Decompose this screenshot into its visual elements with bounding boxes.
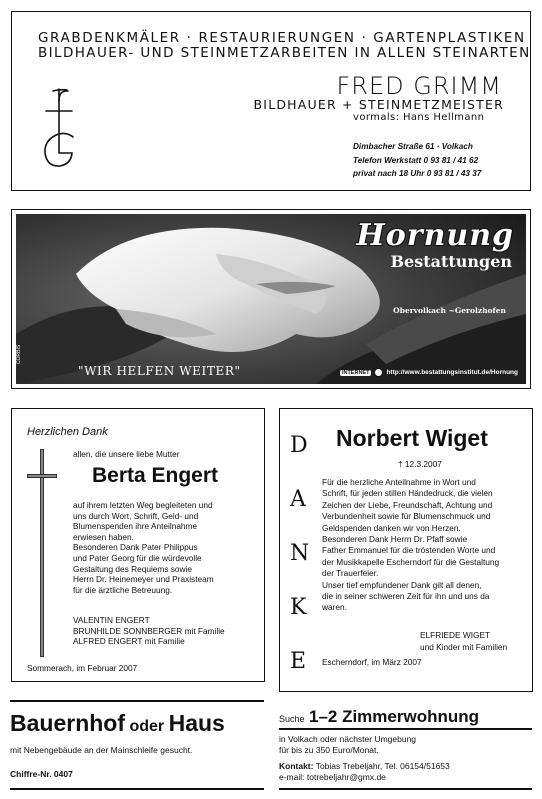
text-line: Besonderen Dank Herrn Dr. Pfaff sowie bbox=[322, 534, 468, 545]
wohnung-line1: in Volkach oder nächster Umgebung bbox=[279, 734, 417, 744]
hornung-ad bbox=[11, 209, 531, 389]
bauernhof-subtitle: mit Nebengebäude an der Mainschleife gesucht. bbox=[10, 745, 193, 755]
globe-icon bbox=[374, 368, 383, 377]
calla-lily-photo bbox=[16, 214, 526, 384]
grimm-vormals: vormals: Hans Hellmann bbox=[353, 112, 485, 123]
engert-name: Berta Engert bbox=[92, 464, 219, 487]
wiget-place-date: Escherndorf, im März 2007 bbox=[322, 657, 422, 667]
wiget-signer1: ELFRIEDE WIGET bbox=[420, 630, 491, 640]
text-line: waren. bbox=[322, 602, 347, 613]
text-line: Verbundenheit sowie für Blumenschmuck und bbox=[322, 511, 491, 522]
wiget-ad bbox=[279, 408, 533, 692]
text-line: Father Emmanuel für die tröstenden Worte und bbox=[322, 545, 496, 556]
hornung-subtitle: Bestattungen bbox=[390, 252, 512, 271]
engert-intro: allen, die unsere liebe Mutter bbox=[73, 449, 180, 459]
internet-badge: INTERNET bbox=[341, 369, 370, 376]
text-line: Blumenspenden ihre Anteilnahme bbox=[73, 521, 198, 532]
grimm-ad bbox=[11, 11, 531, 191]
title-underline bbox=[279, 728, 532, 730]
text-line: erwiesen haben. bbox=[73, 531, 134, 542]
grimm-contact-block bbox=[353, 140, 481, 181]
bottom-rule bbox=[10, 788, 264, 790]
wiget-name: Norbert Wiget bbox=[336, 425, 488, 451]
bottom-rule bbox=[279, 788, 532, 790]
text-line: für die ärztliche Betreuung. bbox=[73, 584, 173, 595]
title-word: Bauernhof bbox=[10, 710, 125, 736]
wiget-signer2: und Kinder mit Familien bbox=[420, 642, 508, 652]
wiget-death: † 12.3.2007 bbox=[398, 459, 442, 469]
text-line: der Musikkapelle Escherndorf für die Gestaltung bbox=[322, 556, 500, 567]
text-line: Herrn Dr. Heinemeyer und Praxisteam bbox=[73, 574, 214, 585]
hornung-brand: Hornung bbox=[356, 218, 514, 253]
signer-line: BRUNHILDE SONNBERGER mit Familie bbox=[73, 625, 225, 636]
text-line: auf ihrem letzten Weg begleiteten und bbox=[73, 500, 213, 510]
text-line: Unser tief empfundener Dank gilt all denen, bbox=[322, 579, 482, 590]
danke-letter: E bbox=[290, 649, 307, 674]
grimm-phone-private: privat nach 18 Uhr 0 93 81 / 43 37 bbox=[353, 169, 482, 178]
top-rule bbox=[10, 700, 264, 702]
danke-letter: N bbox=[290, 541, 310, 566]
hornung-slogan: "WIR HELFEN WEITER" bbox=[78, 364, 241, 378]
grimm-address: Dimbacher Straße 61 · Volkach bbox=[353, 142, 473, 151]
wohnung-line2: für bis zu 350 Euro/Monat. bbox=[279, 745, 379, 755]
hornung-credit: CORBIS bbox=[16, 344, 22, 364]
danke-letter: K bbox=[290, 595, 307, 620]
signer-line: ALFRED ENGERT mit Familie bbox=[73, 636, 185, 647]
wohnung-prefix: Suche bbox=[279, 714, 305, 724]
danke-letter: A bbox=[290, 487, 306, 512]
grimm-phone-workshop: Telefon Werkstatt 0 93 81 / 41 62 bbox=[353, 155, 479, 165]
text-line: Besonderen Dank Pater Philippus bbox=[73, 542, 198, 553]
wohnung-ad bbox=[272, 700, 542, 790]
wohnung-contact-row bbox=[279, 761, 450, 771]
hornung-url[interactable]: http://www.bestattungsinstitut.de/Hornung bbox=[386, 369, 518, 376]
text-line: Zeichen der Liebe, Freundschaft, Achtung und bbox=[322, 499, 493, 510]
bauernhof-ad bbox=[0, 700, 272, 790]
engert-heading: Herzlichen Dank bbox=[27, 426, 108, 438]
wohnung-email[interactable]: e-mail: totrebeljahr@gmx.de bbox=[279, 772, 386, 782]
text-line: Schrift, für jeden stillen Händedruck, die vielen bbox=[322, 488, 493, 499]
text-line: der Trauerfeier. bbox=[322, 568, 379, 579]
engert-place-date: Sommerach, im Februar 2007 bbox=[27, 663, 138, 673]
engert-signers bbox=[73, 615, 225, 647]
bauernhof-title bbox=[10, 710, 225, 737]
hornung-web bbox=[340, 368, 518, 377]
text-line: Für die herzliche Anteilnahme in Wort und bbox=[322, 477, 476, 487]
grimm-title: BILDHAUER + STEINMETZMEISTER bbox=[253, 97, 504, 112]
text-line: Gestaltung des Requiems sowie bbox=[73, 563, 192, 574]
title-word: Haus bbox=[168, 710, 225, 736]
wiget-body bbox=[322, 477, 499, 614]
engert-body bbox=[73, 500, 214, 595]
text-line: die in seiner schweren Zeit für ihn und uns da bbox=[322, 591, 490, 602]
grimm-fg-monogram-logo bbox=[38, 87, 78, 172]
cross-icon bbox=[27, 449, 57, 659]
text-line: uns durch Wort, Schrift, Geld- und bbox=[73, 510, 199, 521]
danke-letter: D bbox=[290, 433, 308, 458]
wohnung-title-row bbox=[279, 707, 479, 727]
contact-value: Tobias Trebeljahr, Tel. 06154/51653 bbox=[315, 761, 450, 771]
grimm-name: FRED GRIMM bbox=[336, 72, 502, 100]
title-word: oder bbox=[129, 718, 165, 735]
wohnung-title: 1–2 Zimmerwohnung bbox=[308, 707, 480, 726]
danke-vertical bbox=[290, 419, 309, 689]
bauernhof-chiffre: Chiffre-Nr. 0407 bbox=[10, 769, 73, 779]
grimm-header-line2: BILDHAUER- UND STEINMETZARBEITEN IN ALLEN STEINARTEN bbox=[38, 45, 531, 61]
signer-line: VALENTIN ENGERT bbox=[73, 615, 150, 625]
text-line: und Pater Georg für die würdevolle bbox=[73, 552, 202, 563]
engert-ad bbox=[11, 408, 265, 682]
grimm-header-line1: GRABDENKMÄLER · RESTAURIERUNGEN · GARTENPLASTIKEN bbox=[38, 30, 526, 46]
contact-label: Kontakt: bbox=[279, 761, 314, 771]
text-line: Geldspenden danken wir von Herzen. bbox=[322, 522, 461, 533]
hornung-locations: Obervolkach ~Gerolzhofen bbox=[393, 306, 506, 315]
